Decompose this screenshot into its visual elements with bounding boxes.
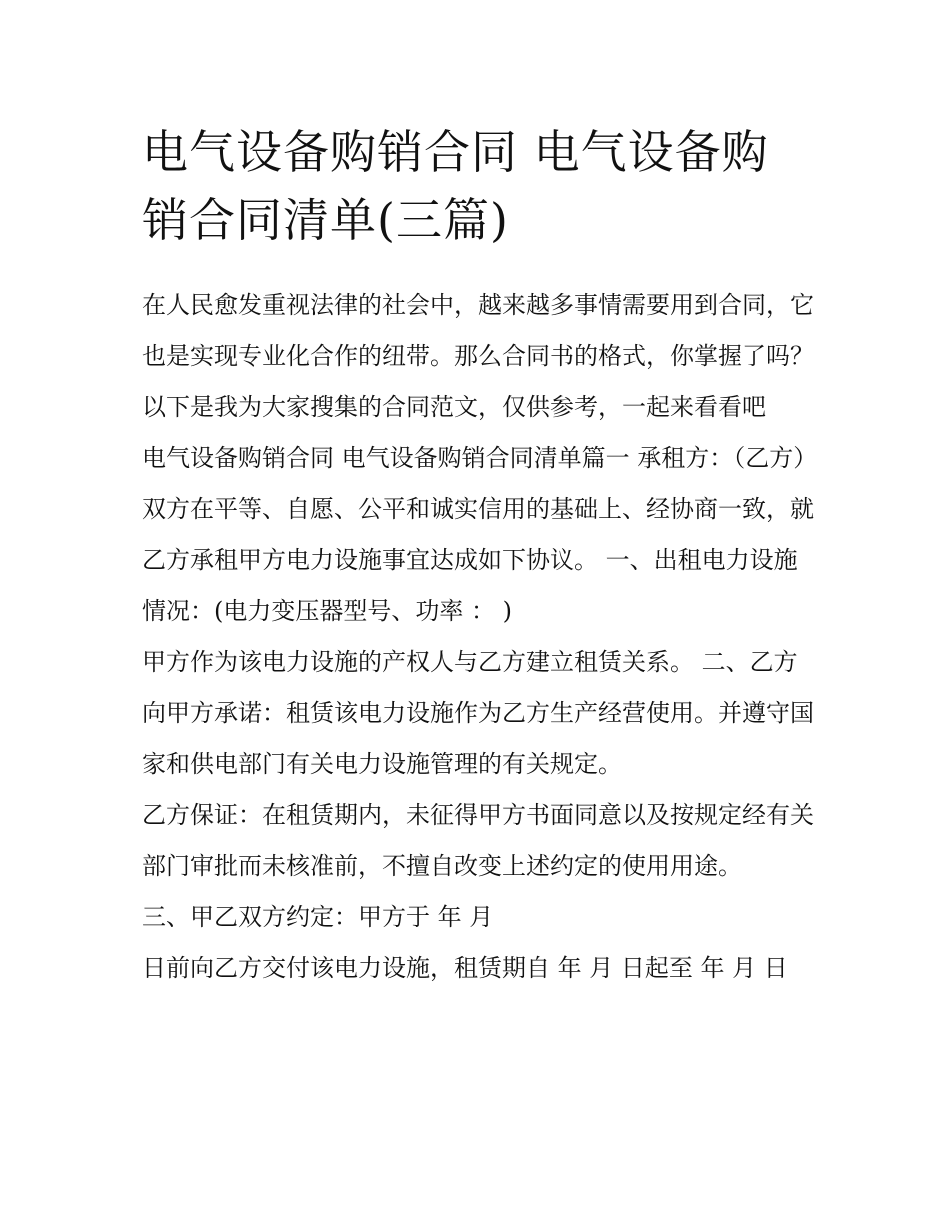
paragraph-intro: 在人民愈发重视法律的社会中，越来越多事情需要用到合同，它也是实现专业化合作的纽带。那么合同书的格式，你掌握了吗？以下是我为大家搜集的合同范文，仅供参考，一起来看看吧 xyxy=(142,291,814,421)
paragraph-lessee: 电气设备购销合同 电气设备购销合同清单篇一 承租方：（乙方） xyxy=(142,444,818,472)
paragraph-lease-term: 日前向乙方交付该电力设施，租赁期自 年 月 日起至 年 月 日 xyxy=(142,954,788,982)
paragraph-guarantee: 乙方保证：在租赁期内，未征得甲方书面同意以及按规定经有关部门审批而未核准前，不擅自改变上述约定的使用用途。 xyxy=(142,801,814,880)
paragraph-ownership: 甲方作为该电力设施的产权人与乙方建立租赁关系。 二、乙方向甲方承诺：租赁该电力设施作为乙方生产经营使用。并遵守国家和供电部门有关电力设施管理的有关规定。 xyxy=(142,648,814,778)
paragraph-agreement: 双方在平等、自愿、公平和诚实信用的基础上、经协商一致，就乙方承租甲方电力设施事宜达成如下协议。 一、出租电力设施情况：(电力变压器型号、功率 ： ) xyxy=(142,495,814,625)
document-body xyxy=(142,118,818,994)
document-title: 电气设备购销合同 电气设备购销合同清单(三篇) xyxy=(142,125,769,247)
paragraph-clause-three: 三、甲乙双方约定：甲方于 年 月 xyxy=(142,903,494,931)
